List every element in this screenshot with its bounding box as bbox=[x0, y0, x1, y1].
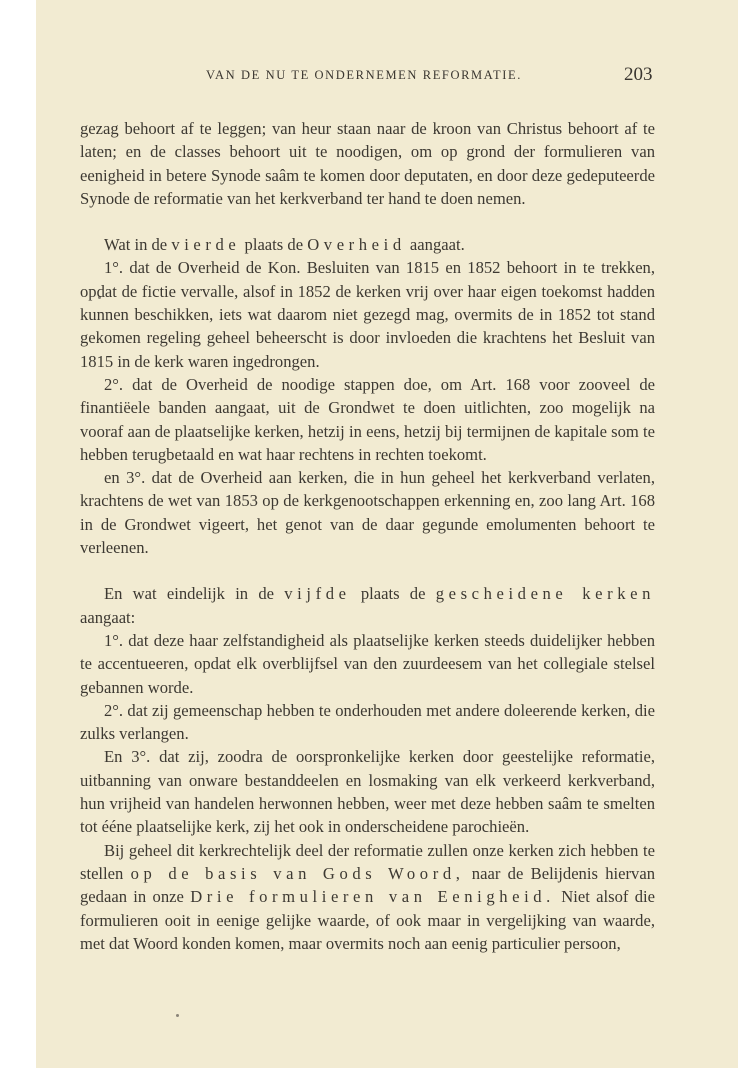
scan-margin bbox=[0, 0, 36, 1068]
spaced-phrase: Drie formulieren van Eenigheid. bbox=[190, 887, 555, 907]
spaced-phrase: op de basis van Gods Woord, bbox=[130, 863, 465, 883]
paragraph: 2°. dat zij gemeenschap hebben te onderhouden met andere doleerende kerken, die zulks verlangen. bbox=[80, 700, 655, 744]
paragraph: 1°. dat deze haar zelfstandigheid als plaatselijke kerken steeds duidelijker hebben te accentueeren, opdat elk overblijfsel van den zuurdeesem van het collegiale stelsel gebannen worde. bbox=[80, 630, 655, 697]
body-text bbox=[80, 117, 655, 955]
paragraph-basis bbox=[80, 839, 655, 955]
paragraph: gezag behoort af te leggen; van heur staan naar de kroon van Christus behoort af te laten; en de classes behoort uit te noodigen, om op grond der formulieren van eenigheid in betere Synode saâm te komen door deputaten, en door deze gedeputeerde Synode de reformatie van het kerkverband ter hand te doen nemen. bbox=[80, 119, 655, 208]
paragraph-gap bbox=[80, 210, 655, 233]
spaced-word: gescheidene kerken bbox=[435, 584, 655, 604]
text-run: aangaat. bbox=[405, 235, 465, 255]
text-run: naar de Belijdenis hiervan gedaan in onze bbox=[80, 863, 655, 907]
paragraph: En 3°. dat zij, zoodra de oorspronkelijke kerken door geestelijke reformatie, uitbanning van onware bestanddeelen en losmaking van elk verkeerd kerkverband, hun vrijheid van handelen herwonnen hebben, weer met deze hebben saâm te smelten tot ééne plaatselijke kerk, zij het ook in onderscheidene parochieën. bbox=[80, 747, 655, 837]
text-run: aangaat: bbox=[80, 607, 136, 627]
text-run: plaats de bbox=[350, 584, 436, 604]
book-page bbox=[36, 0, 738, 1068]
bottom-dot bbox=[176, 1014, 179, 1017]
page-number: 203 bbox=[624, 64, 653, 85]
paragraph-kerken-heading bbox=[80, 582, 655, 629]
page-header bbox=[36, 64, 738, 88]
text-run: Niet alsof die formulieren ooit in eenige gelijke waarde, of ook maar in vergelijking van waarde, met dat Woord konden komen, maar overmits noch aan eenig particulier persoon, bbox=[80, 887, 655, 953]
text-run: plaats de bbox=[240, 235, 308, 255]
spaced-word: vierde bbox=[171, 235, 241, 255]
text-run: Wat in de bbox=[104, 235, 172, 255]
paragraph: en 3°. dat de Overheid aan kerken, die in hun geheel het kerkverband verlaten, krachtens de wet van 1853 op de kerkgenootschappen erkenning en, zoo lang Art. 168 in de Grondwet vigeert, het genot van de daar gegunde emolumenten behoort te verleenen. bbox=[80, 468, 655, 558]
running-title: VAN DE NU TE ONDERNEMEN REFORMATIE. bbox=[206, 68, 522, 82]
text-run: Bij geheel dit kerkrechtelijk deel der reformatie zullen onze kerken zich hebben te stellen bbox=[80, 840, 655, 883]
paragraph-gap bbox=[80, 559, 655, 582]
spaced-word: vijfde bbox=[284, 584, 351, 604]
paragraph-overheid-heading bbox=[80, 233, 655, 256]
text-run: En wat eindelijk in de bbox=[104, 584, 285, 604]
spaced-word: Overheid bbox=[307, 235, 406, 255]
paragraph: 1°. dat de Overheid de Kon. Besluiten van 1815 en 1852 behoort in te trekken, opdat de fictie vervalle, alsof in 1852 de kerken vrij over haar eigen toekomst hadden kunnen beschikken, iets wat daarom niet gezegd mag, overmits de in 1852 tot stand gekomen regeling geheel beheerscht is door invloeden die krachtens het Besluit van 1815 in de kerk waren ingedrongen. bbox=[80, 258, 655, 371]
paragraph: 2°. dat de Overheid de noodige stappen doe, om Art. 168 voor zooveel de finantiëele banden aangaat, uit de Grondwet te doen uitlichten, zoo mogelijk na vooraf aan de plaatselijke kerken, hetzij in eens, hetzij bij termijnen de kapitale som te hebben terugbetaald en wat haar rechtens in rechten toekomt. bbox=[80, 374, 655, 464]
